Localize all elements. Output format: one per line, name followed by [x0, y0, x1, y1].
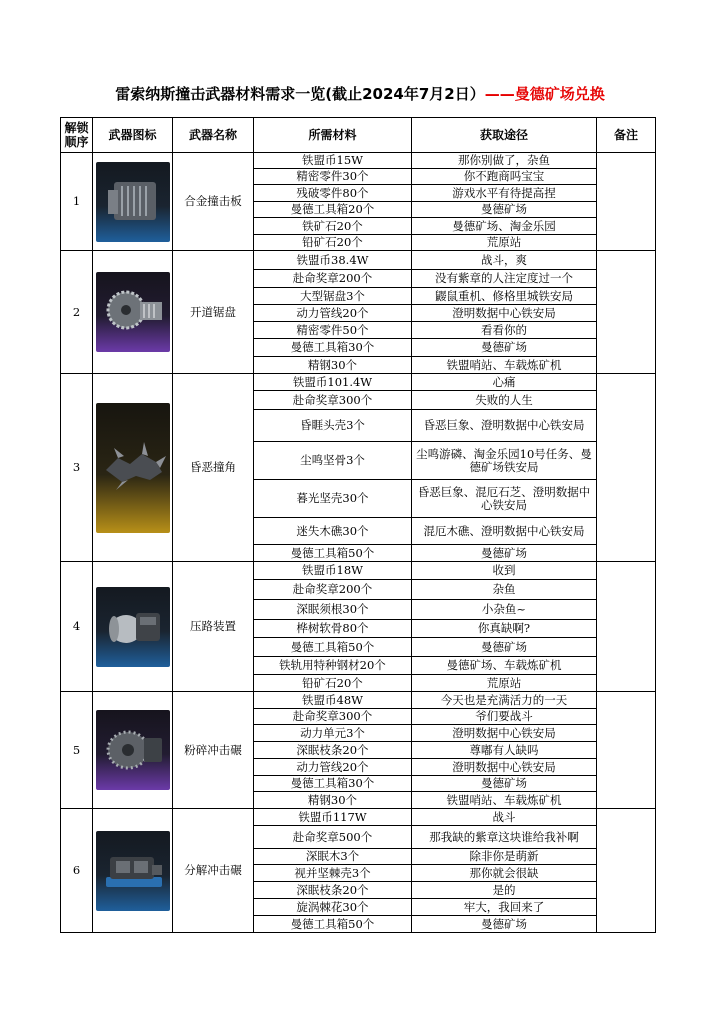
source-cell: 铁盟哨站、车载炼矿机 — [412, 792, 597, 809]
material-cell: 残破零件80个 — [254, 185, 412, 202]
material-cell: 昏睚头壳3个 — [254, 410, 412, 442]
material-cell: 视并坚棘壳3个 — [254, 865, 412, 882]
material-cell: 曼德工具箱20个 — [254, 202, 412, 218]
weapon-icon-cell — [93, 809, 173, 933]
material-cell: 曼德工具箱50个 — [254, 545, 412, 562]
unlock-order: 4 — [61, 562, 93, 692]
source-cell: 你真缺啊? — [412, 620, 597, 638]
source-cell: 曼德矿场、淘金乐园 — [412, 218, 597, 235]
source-cell: 那我缺的紫章这块谁给我补啊 — [412, 826, 597, 849]
source-cell: 曼德矿场 — [412, 776, 597, 792]
material-cell: 动力单元3个 — [254, 725, 412, 742]
source-cell: 那你别做了，杂鱼 — [412, 153, 597, 169]
table-row — [61, 374, 656, 391]
source-cell: 战斗 — [412, 809, 597, 826]
note-cell — [597, 809, 656, 933]
source-cell: 战斗，爽 — [412, 251, 597, 270]
source-cell: 失败的人生 — [412, 391, 597, 410]
weapon-name: 合金撞击板 — [173, 153, 254, 251]
road-roller-icon — [96, 587, 170, 667]
unlock-order: 5 — [61, 692, 93, 809]
title-suffix: ——曼德矿场兑换 — [484, 85, 605, 103]
material-cell: 曼德工具箱50个 — [254, 638, 412, 657]
weapon-icon-cell — [93, 374, 173, 562]
material-cell: 赴命奖章300个 — [254, 709, 412, 725]
weapon-icon-cell — [93, 153, 173, 251]
material-cell: 铁轨用特种钢材20个 — [254, 657, 412, 675]
source-cell: 曼德矿场 — [412, 545, 597, 562]
material-cell: 精密零件50个 — [254, 322, 412, 339]
material-cell: 赴命奖章200个 — [254, 580, 412, 600]
unlock-order: 2 — [61, 251, 93, 374]
note-cell — [597, 562, 656, 692]
spiked-ram-icon — [96, 403, 170, 533]
material-cell: 深眠须根30个 — [254, 600, 412, 620]
source-cell: 爷们要战斗 — [412, 709, 597, 725]
source-cell: 你不跑商吗宝宝 — [412, 169, 597, 185]
source-cell: 是的 — [412, 882, 597, 899]
material-cell: 铁矿石20个 — [254, 218, 412, 235]
note-cell — [597, 692, 656, 809]
material-cell: 铁盟币15W — [254, 153, 412, 169]
table-body — [61, 153, 656, 933]
header-order: 解锁顺序 — [61, 118, 93, 153]
source-cell: 鼹鼠重机、修格里城铁安局 — [412, 288, 597, 305]
source-cell: 尊嘟有人缺吗 — [412, 742, 597, 759]
alloy-ram-plate-icon — [96, 162, 170, 242]
material-cell: 大型锯盘3个 — [254, 288, 412, 305]
source-cell: 澄明数据中心铁安局 — [412, 305, 597, 322]
source-cell: 牢大，我回来了 — [412, 899, 597, 916]
source-cell: 那你就会很缺 — [412, 865, 597, 882]
source-cell: 铁盟哨站、车载炼矿机 — [412, 357, 597, 374]
source-cell: 尘鸣游磷、淘金乐园10号任务、曼德矿场铁安局 — [412, 442, 597, 480]
source-cell: 澄明数据中心铁安局 — [412, 725, 597, 742]
header-source: 获取途径 — [412, 118, 597, 153]
source-cell: 混厄木礁、澄明数据中心铁安局 — [412, 518, 597, 545]
material-cell: 铁盟币38.4W — [254, 251, 412, 270]
source-cell: 曼德矿场 — [412, 638, 597, 657]
weapon-icon-cell — [93, 251, 173, 374]
source-cell: 曼德矿场 — [412, 202, 597, 218]
source-cell: 除非你是萌新 — [412, 849, 597, 865]
weapon-name: 压路装置 — [173, 562, 254, 692]
weapon-name: 粉碎冲击碾 — [173, 692, 254, 809]
source-cell: 看看你的 — [412, 322, 597, 339]
note-cell — [597, 251, 656, 374]
source-cell: 收到 — [412, 562, 597, 580]
header-name: 武器名称 — [173, 118, 254, 153]
weapon-name: 分解冲击碾 — [173, 809, 254, 933]
material-cell: 动力管线20个 — [254, 305, 412, 322]
unlock-order: 6 — [61, 809, 93, 933]
dismantle-roller-icon — [96, 831, 170, 911]
title-main: 雷索纳斯撞击武器材料需求一览(截止2024年7月2日） — [115, 85, 485, 103]
material-cell: 曼德工具箱50个 — [254, 916, 412, 933]
material-cell: 铁盟币117W — [254, 809, 412, 826]
source-cell: 昏恶巨象、混厄石芝、澄明数据中心铁安局 — [412, 480, 597, 518]
source-cell: 游戏水平有待提高捏 — [412, 185, 597, 202]
material-cell: 精密零件30个 — [254, 169, 412, 185]
source-cell: 荒原站 — [412, 675, 597, 692]
table-row — [61, 153, 656, 169]
material-cell: 赴命奖章200个 — [254, 270, 412, 288]
unlock-order: 1 — [61, 153, 93, 251]
material-cell: 铅矿石20个 — [254, 235, 412, 251]
material-cell: 尘鸣坚骨3个 — [254, 442, 412, 480]
material-cell: 赴命奖章300个 — [254, 391, 412, 410]
source-cell: 荒原站 — [412, 235, 597, 251]
note-cell — [597, 374, 656, 562]
source-cell: 没有紫章的人注定度过一个 — [412, 270, 597, 288]
weapon-icon-cell — [93, 562, 173, 692]
material-cell: 暮光坚壳30个 — [254, 480, 412, 518]
table-row — [61, 562, 656, 580]
material-cell: 深眠枝条20个 — [254, 882, 412, 899]
material-cell: 精钢30个 — [254, 357, 412, 374]
material-cell: 深眠木3个 — [254, 849, 412, 865]
source-cell: 杂鱼 — [412, 580, 597, 600]
saw-disc-icon — [96, 272, 170, 352]
source-cell: 澄明数据中心铁安局 — [412, 759, 597, 776]
header-note: 备注 — [597, 118, 656, 153]
material-cell: 铁盟币18W — [254, 562, 412, 580]
materials-table — [60, 117, 656, 933]
page-title — [0, 83, 720, 104]
source-cell: 曼德矿场 — [412, 916, 597, 933]
weapon-name: 昏恶撞角 — [173, 374, 254, 562]
source-cell: 曼德矿场、车载炼矿机 — [412, 657, 597, 675]
note-cell — [597, 153, 656, 251]
material-cell: 铁盟币101.4W — [254, 374, 412, 391]
material-cell: 旋涡棘花30个 — [254, 899, 412, 916]
weapon-icon-cell — [93, 692, 173, 809]
material-cell: 赴命奖章500个 — [254, 826, 412, 849]
table-row — [61, 251, 656, 270]
material-cell: 曼德工具箱30个 — [254, 776, 412, 792]
material-cell: 动力管线20个 — [254, 759, 412, 776]
table-row — [61, 692, 656, 709]
header-row — [61, 118, 656, 153]
source-cell: 小杂鱼~ — [412, 600, 597, 620]
table-row — [61, 809, 656, 826]
material-cell: 曼德工具箱30个 — [254, 339, 412, 357]
source-cell: 昏恶巨象、澄明数据中心铁安局 — [412, 410, 597, 442]
source-cell: 今天也是充满活力的一天 — [412, 692, 597, 709]
crusher-roller-icon — [96, 710, 170, 790]
source-cell: 曼德矿场 — [412, 339, 597, 357]
header-icon: 武器图标 — [93, 118, 173, 153]
material-cell: 精钢30个 — [254, 792, 412, 809]
unlock-order: 3 — [61, 374, 93, 562]
material-cell: 深眠枝条20个 — [254, 742, 412, 759]
material-cell: 铅矿石20个 — [254, 675, 412, 692]
material-cell: 迷失木礁30个 — [254, 518, 412, 545]
header-materials: 所需材料 — [254, 118, 412, 153]
material-cell: 桦树软骨80个 — [254, 620, 412, 638]
weapon-name: 开道锯盘 — [173, 251, 254, 374]
material-cell: 铁盟币48W — [254, 692, 412, 709]
source-cell: 心痛 — [412, 374, 597, 391]
